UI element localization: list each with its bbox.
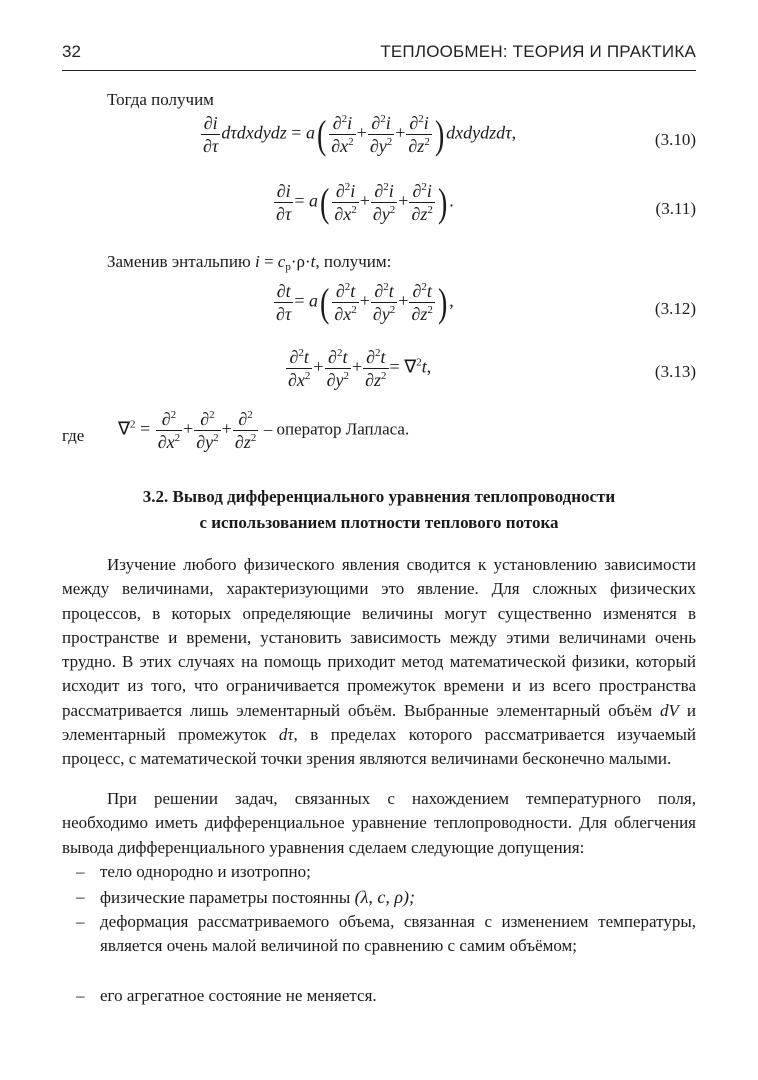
intro-text: Тогда получим xyxy=(107,90,214,109)
list-dash: – xyxy=(76,986,85,1005)
section-title-line2: с использованием плотности теплового потока xyxy=(199,513,559,532)
equation-number-3-10: (3.10) xyxy=(654,130,696,149)
equation-3-10: $\frac{\partial i}{\partial\tau}$ dτdxdydz = a( $\frac{\partial^2i}{\partial x^2}$ + $\frac{\partial^2i}{\partial y^2}$ + $\frac{\partial^2i}{\partial z^2}$ ) dxdydzdτ, xyxy=(203,111,517,157)
substitution-text: Заменив энтальпию $i = c_p\cdot\rho\cdot t$, получим: xyxy=(107,252,392,273)
paragraph-2: При решении задач, связанных с нахождением температурного поля, необходимо иметь дифференциальное уравнение теплопроводности. Для облегчения вывода дифференциального уравнения сделаем следующие допущения: xyxy=(62,789,696,857)
list-dash: – xyxy=(76,887,85,906)
list-item: – деформация рассматриваемого объема, связанная с изменением температуры, является очень малой величиной по сравнению с самим объёмом; xyxy=(76,912,696,956)
laplace-text: – оператор Лапласа. xyxy=(263,419,410,439)
section-title-line1: 3.2. Вывод дифференциального уравнения теплопроводности xyxy=(142,487,616,506)
equation-number-3-12: (3.12) xyxy=(654,299,696,318)
equation-3-11: $\frac{\partial i}{\partial\tau}$ = a( $\frac{\partial^2i}{\partial x^2}$ + $\frac{\partial^2i}{\partial y^2}$ + $\frac{\partial^2i}{\partial z^2}$ ) . xyxy=(276,179,454,225)
page-header xyxy=(62,40,696,71)
list-item: – его агрегатное состояние не меняется. xyxy=(100,984,696,1008)
paragraph-1: Изучение любого физического явления сводится к установлению зависимости между величинами, характеризующими это явление. Для сложных физических процессов, в которых определяющие величины могут существенно изменятся в пространстве и времени, установить зависимость между этими величинами очень трудно. В этих случаях на помощь приходит метод математической физики, который исходит из того, что ограничивается промежуток времени и из всего пространства рассматривается лишь элементарный объём. Выбранные элементарный объём dV и элементарный промежуток dτ, в пределах которого рассматривается изучаемый процесс, с математической точки зрения являются величинами бесконечно малыми. xyxy=(62,555,697,769)
equation-number-3-13: (3.13) xyxy=(654,362,696,381)
laplace-definition: ∇$^2$ = $\frac{\partial^2}{\partial x^2}$ + $\frac{\partial^2}{\partial y^2}$ + $\frac{\partial^2}{\partial z^2}$ – оператор Лапласа. xyxy=(118,409,410,452)
list-dash: – xyxy=(76,862,85,881)
where-label: где xyxy=(62,426,85,445)
page-number: 32 xyxy=(62,42,81,61)
running-title: ТЕПЛООБМЕН: ТЕОРИЯ И ПРАКТИКА xyxy=(380,42,696,61)
list-params: (λ, c, ρ); xyxy=(354,887,415,907)
equation-3-12: $\frac{\partial t}{\partial\tau}$ = a( $\frac{\partial^2t}{\partial x^2}$ + $\frac{\partial^2t}{\partial y^2}$ + $\frac{\partial^2t}{\partial z^2}$ ) , xyxy=(276,279,454,325)
list-item: – тело однородно и изотропно; xyxy=(100,860,696,884)
section-heading xyxy=(62,484,696,536)
list-dash: – xyxy=(76,912,85,931)
equation-number-3-11: (3.11) xyxy=(655,199,696,218)
equation-3-13: $\frac{\partial^2t}{\partial x^2}$ + $\frac{\partial^2t}{\partial y^2}$ + $\frac{\partial^2t}{\partial z^2}$ = ∇$^2$t, xyxy=(288,347,432,390)
list-item: – физические параметры постоянны (λ, c, ρ); xyxy=(100,885,696,910)
